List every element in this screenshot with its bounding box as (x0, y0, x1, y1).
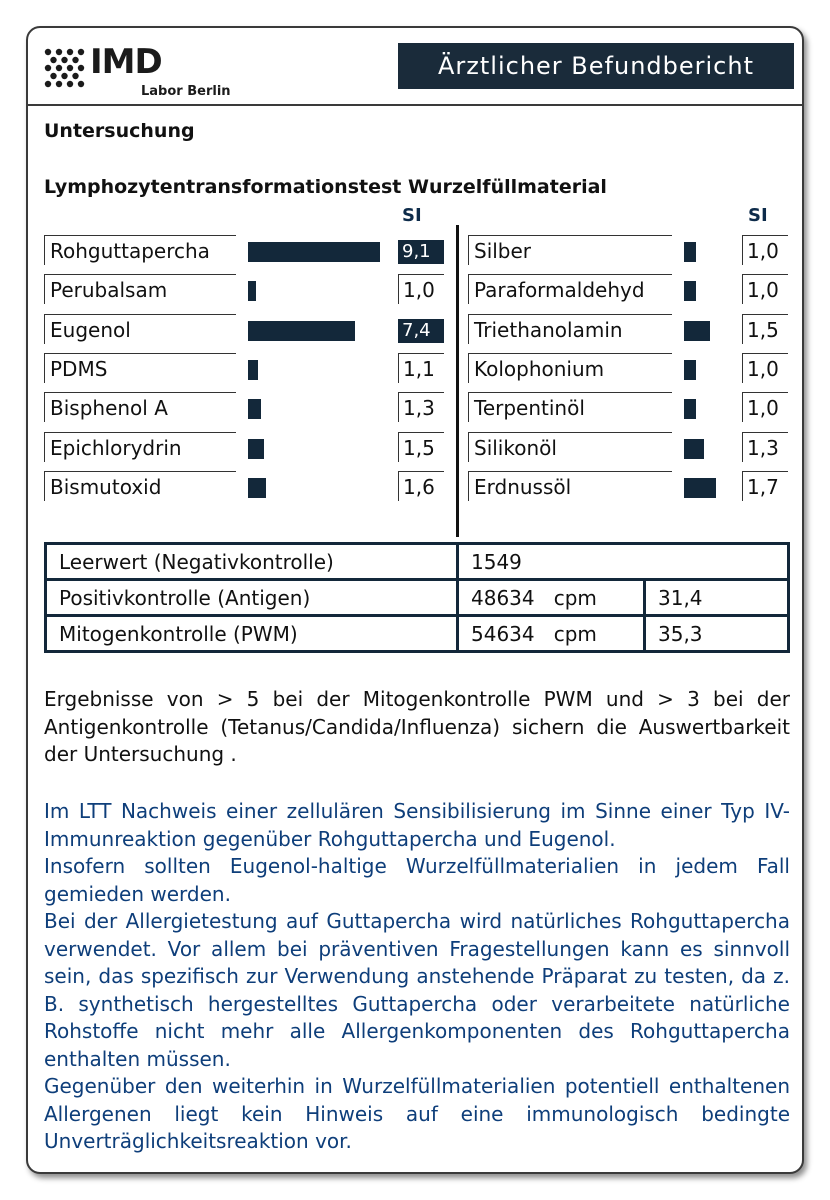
controls-table (44, 542, 790, 653)
mitogen-cpm: 54634 (471, 621, 535, 646)
si-value: 1,3 (398, 392, 444, 422)
si-bar (684, 242, 696, 262)
allergen-name: Eugenol (44, 314, 236, 344)
si-header-right: SI (748, 205, 768, 226)
table-row (46, 616, 789, 652)
allergen-row (468, 274, 828, 306)
si-value: 1,0 (742, 353, 788, 383)
allergen-name: Terpentinöl (468, 392, 672, 422)
blank-label: Leerwert (Negativkontrolle) (46, 544, 458, 580)
positive-si: 31,4 (645, 580, 789, 616)
si-bar (248, 242, 380, 262)
si-value: 1,0 (742, 392, 788, 422)
allergen-name: Epichlorydrin (44, 432, 236, 462)
allergen-name: Perubalsam (44, 274, 236, 304)
si-bar (248, 360, 258, 380)
si-value: 1,0 (398, 274, 444, 304)
finding-paragraph: Insofern sollten Eugenol-haltige Wurzelfüllmaterialien in jedem Fall gemieden werden. (44, 854, 790, 906)
si-header-left: SI (402, 205, 422, 226)
allergen-name: Silber (468, 235, 672, 265)
allergen-row (468, 353, 828, 385)
si-bar (248, 439, 264, 459)
si-bar (248, 321, 355, 341)
allergen-row (44, 471, 435, 503)
allergen-row (468, 235, 828, 267)
finding-paragraph: Gegenüber den weiterhin in Wurzelfüllmaterialien potentiell enthaltenen Allergenen liegt kein Hinweis auf eine immunologisch bedingte Unverträglichkeitsreaktion vor. (44, 1074, 790, 1153)
allergen-row (44, 432, 435, 464)
finding-paragraph: Im LTT Nachweis einer zellulären Sensibilisierung im Sinne einer Typ IV-Immunreaktion gegenüber Rohguttapercha und Eugenol. (44, 799, 790, 851)
si-bar (684, 360, 696, 380)
si-value: 1,0 (742, 235, 788, 265)
allergen-name: Silikonöl (468, 432, 672, 462)
allergen-row (44, 235, 431, 267)
positive-cpm-cell (458, 580, 645, 616)
si-value: 7,4 (398, 319, 444, 343)
allergen-row (468, 471, 828, 503)
allergen-name: PDMS (44, 353, 236, 383)
si-value: 1,7 (742, 471, 788, 501)
mitogen-si: 35,3 (645, 616, 789, 652)
finding-paragraph: Bei der Allergietestung auf Guttapercha wird natürliches Rohguttapercha verwendet. Vor allem bei präventiven Fragestellungen kann es sinnvoll sein, das spezifisch zur Verwendung anstehende Präparat zu testen, da z. B. synthetisch hergestelltes Guttapercha oder verarbeitete natürliche Rohstoffe nicht mehr alle Allergenkomponenten des Rohguttapercha enthalten müssen. (44, 909, 790, 1071)
allergen-name: Kolophonium (468, 353, 672, 383)
mitogen-cpm-cell (458, 616, 645, 652)
blank-value: 1549 (458, 544, 789, 580)
allergen-row (468, 432, 828, 464)
positive-label: Positivkontrolle (Antigen) (46, 580, 458, 616)
allergen-name: Paraformaldehyd (468, 274, 672, 304)
lab-logo (42, 42, 242, 98)
allergen-name: Rohguttapercha (44, 235, 236, 265)
logo-dots-icon (42, 46, 86, 90)
allergen-name: Bismutoxid (44, 471, 236, 501)
allergen-name: Bisphenol A (44, 392, 236, 422)
si-bar (248, 281, 256, 301)
mitogen-unit: cpm (553, 621, 597, 646)
allergen-name: Erdnussöl (468, 471, 672, 501)
section-heading: Untersuchung (44, 120, 195, 142)
test-title: Lymphozytentransformationstest Wurzelfüllmaterial (44, 176, 607, 198)
allergen-row (44, 392, 435, 424)
positive-cpm: 48634 (471, 585, 535, 610)
table-row (46, 580, 789, 616)
si-bar (684, 321, 710, 341)
logo-subtitle: Labor Berlin (141, 84, 231, 99)
report-header (28, 28, 802, 106)
report-title: Ärztlicher Befundbericht (398, 43, 794, 89)
allergen-row (468, 392, 828, 424)
si-bar (248, 478, 266, 498)
validity-note-text: Ergebnisse von > 5 bei der Mitogenkontrolle PWM und > 3 bei der Antigenkontrolle (Tetanus/Candida/Influenza) sichern die Auswertbarkeit der Untersuchung . (44, 687, 790, 766)
allergen-name: Triethanolamin (468, 314, 672, 344)
si-bar (248, 399, 261, 419)
si-bar (684, 478, 716, 498)
logo-name: IMD (90, 42, 162, 82)
allergen-row (44, 314, 431, 346)
findings-text (44, 798, 790, 1156)
column-divider (456, 225, 459, 537)
allergen-row (44, 353, 435, 385)
si-value: 1,6 (398, 471, 444, 501)
table-row (46, 544, 789, 580)
si-value: 1,5 (742, 314, 788, 344)
si-bar (684, 439, 704, 459)
si-value: 1,5 (398, 432, 444, 462)
si-bar (684, 281, 696, 301)
si-bar (684, 399, 696, 419)
report-card (26, 26, 804, 1174)
allergen-row (44, 274, 435, 306)
mitogen-label: Mitogenkontrolle (PWM) (46, 616, 458, 652)
allergen-row (468, 314, 828, 346)
si-value: 1,1 (398, 353, 444, 383)
si-value: 1,0 (742, 274, 788, 304)
si-value: 1,3 (742, 432, 788, 462)
validity-note (44, 686, 790, 769)
positive-unit: cpm (553, 585, 597, 610)
si-value: 9,1 (398, 240, 444, 264)
